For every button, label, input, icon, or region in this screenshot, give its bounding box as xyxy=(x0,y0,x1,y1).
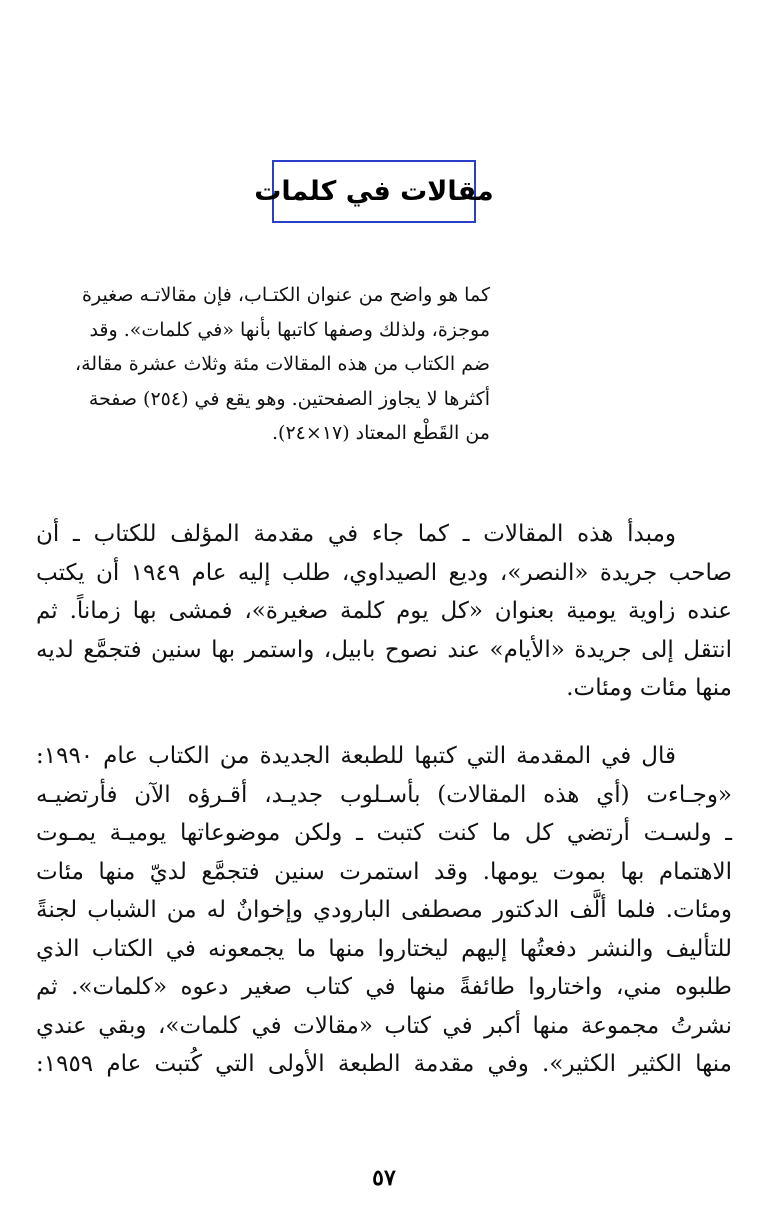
paragraph-line: صاحب جريدة «النصر»، وديع الصيداوي، طلب إليه عام ١٩٤٩ أن يكتب xyxy=(36,559,733,586)
paragraph-line: الاهتمام بها بموت يومها. وقد استمرت سنين فتجمَّع لديّ منها مئات xyxy=(36,858,732,885)
page-number: ٥٧ xyxy=(372,1165,396,1191)
intro-line: موجزة، ولذلك وصفها كاتبها بأنها «في كلمات». وقد xyxy=(89,318,490,341)
paragraph-line: ومئات. فلما ألَّف الدكتور مصطفى البارودي وإخوانٌ له من الشباب لجنةً xyxy=(36,897,732,923)
intro-line: ضم الكتاب من هذه المقالات مئة وثلاث عشرة مقالة، xyxy=(74,353,490,375)
paragraph-line: «وجـاءت (أي هذه المقالات) بأسـلوب جديـد، أقـرؤه الآن فأرتضيـه xyxy=(36,781,732,808)
paragraph-2 xyxy=(36,737,732,1084)
chapter-title-box xyxy=(254,160,494,223)
paragraph-line: ـ ولسـت أرتضي كل ما كنت كتبت ـ ولكن موضوعاتها يوميـة يمـوت xyxy=(36,820,732,846)
chapter-title: مقالات في كلمات xyxy=(254,176,494,207)
paragraph-line: ومبدأ هذه المقالات ـ كما جاء في مقدمة المؤلف للكتاب ـ أن xyxy=(36,521,676,547)
intro-line: كما هو واضح من عنوان الكتـاب، فإن مقالاتـه صغيرة xyxy=(82,284,490,306)
paragraph-line: منها الكثير الكثير». وفي مقدمة الطبعة الأولى التي كُتبت عام ١٩٥٩: xyxy=(36,1051,732,1077)
paragraph-line: انتقل إلى جريدة «الأيام» عند نصوح بابيل، واستمر بها سنين فتجمَّع لديه xyxy=(36,636,732,663)
paragraph-line: قال في المقدمة التي كتبها للطبعة الجديدة من الكتاب عام ١٩٩٠: xyxy=(36,743,676,769)
paragraph-line: للتأليف والنشر دفعتُها إليهم ليختاروا منها ما يجمعونه في الكتاب الذي xyxy=(36,935,732,962)
paragraph-1 xyxy=(36,515,732,708)
intro-line: من القَطْع المعتاد (١٧×٢٤). xyxy=(272,422,490,444)
paragraph-line: طلبوه مني، واختاروا طائفةً منها في كتاب صغير دعوه «كلمات». ثم xyxy=(36,974,732,1000)
paragraph-line: منها مئات ومئات. xyxy=(566,675,732,701)
intro-line: أكثرها لا يجاوز الصفحتين. وهو يقع في (٢٥٤) صفحة xyxy=(88,387,490,410)
paragraph-line: نشرتُ مجموعة منها أكبر في كتاب «مقالات في كلمات»، وبقي عندي xyxy=(36,1012,732,1039)
paragraph-line: عنده زاوية يومية بعنوان «كل يوم كلمة صغيرة»، فمشى بها زماناً. ثم xyxy=(36,598,732,624)
intro-block xyxy=(74,278,490,451)
